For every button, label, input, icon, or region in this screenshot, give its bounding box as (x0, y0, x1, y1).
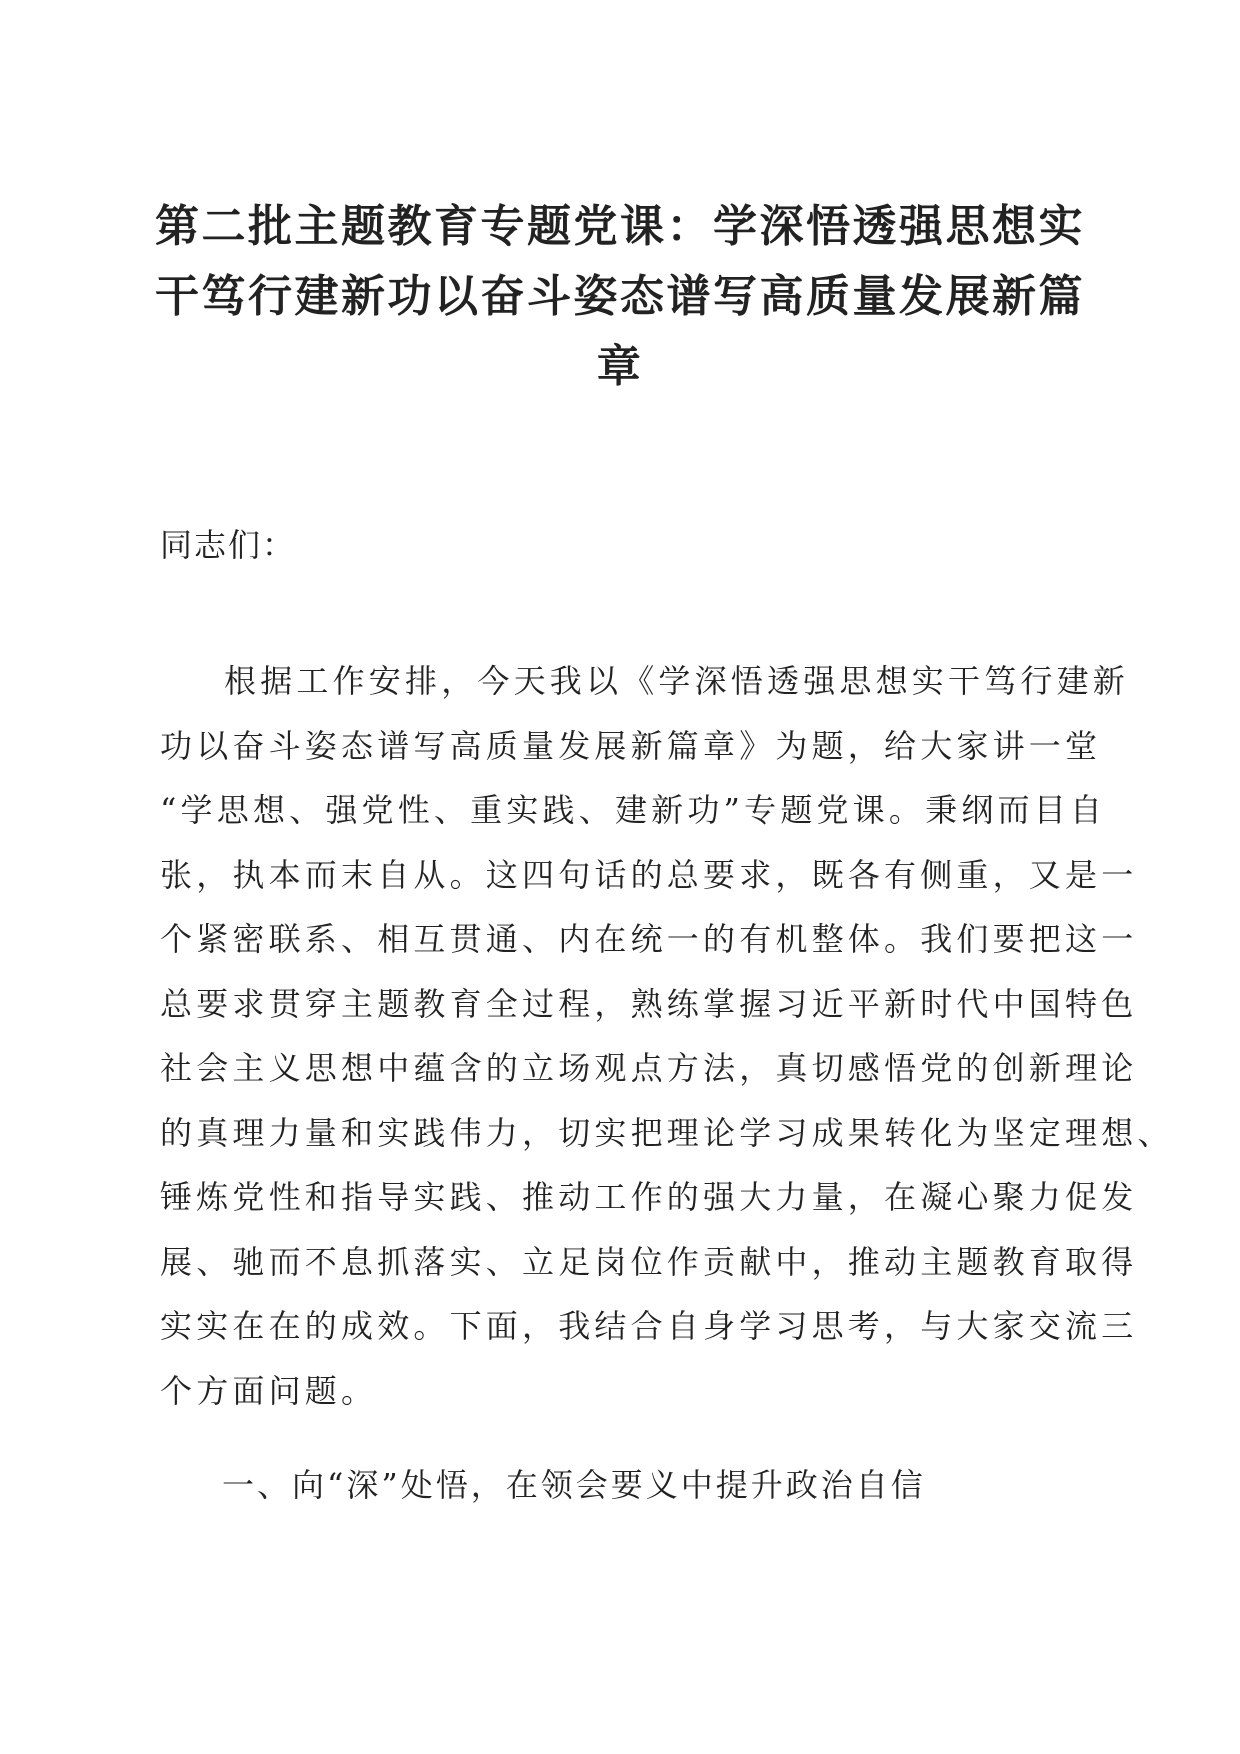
title-line: 章 (596, 341, 644, 392)
paragraph-line: “学思想、强党性、重实践、建新功”专题党课。秉纲而目自 (160, 791, 1107, 829)
paragraph-line: 张，执本而末自从。这四句话的总要求，既各有侧重，又是一 (160, 855, 1138, 894)
paragraph-line: 展、驰而不息抓落实、立足岗位作贡献中，推动主题教育取得 (160, 1242, 1138, 1281)
paragraph-line: 根据工作安排，今天我以《学深悟透强思想实干笃行建新 (224, 662, 1130, 700)
paragraph-line: 功以奋斗姿态谱写高质量发展新篇章》为题，给大家讲一堂 (160, 726, 1102, 765)
paragraph-line: 社会主义思想中蕴含的立场观点方法，真切感悟党的创新理论 (160, 1049, 1138, 1087)
paragraph-line: 的真理力量和实践伟力，切实把理论学习成果转化为坚定理想、 (160, 1113, 1174, 1152)
paragraph-line: 个方面问题。 (160, 1371, 378, 1410)
document-title (155, 192, 1085, 402)
section-heading: 一、向“深”处悟，在领会要义中提升政治自信 (222, 1466, 926, 1504)
paragraph-line: 个紧密联系、相互贯通、内在统一的有机整体。我们要把这一 (160, 920, 1138, 958)
title-line: 干笃行建新功以奋斗姿态谱写高质量发展新篇 (155, 271, 1085, 322)
paragraph-line: 实实在在的成效。下面，我结合自身学习思考，与大家交流三 (160, 1307, 1138, 1345)
paragraph-line: 锤炼党性和指导实践、推动工作的强大力量，在凝心聚力促发 (160, 1178, 1138, 1216)
body-paragraph (160, 649, 1174, 1423)
title-line: 第二批主题教育专题党课：学深悟透强思想实 (155, 201, 1085, 252)
paragraph-line: 总要求贯穿主题教育全过程，熟练掌握习近平新时代中国特色 (160, 984, 1138, 1023)
greeting: 同志们： (160, 526, 297, 564)
